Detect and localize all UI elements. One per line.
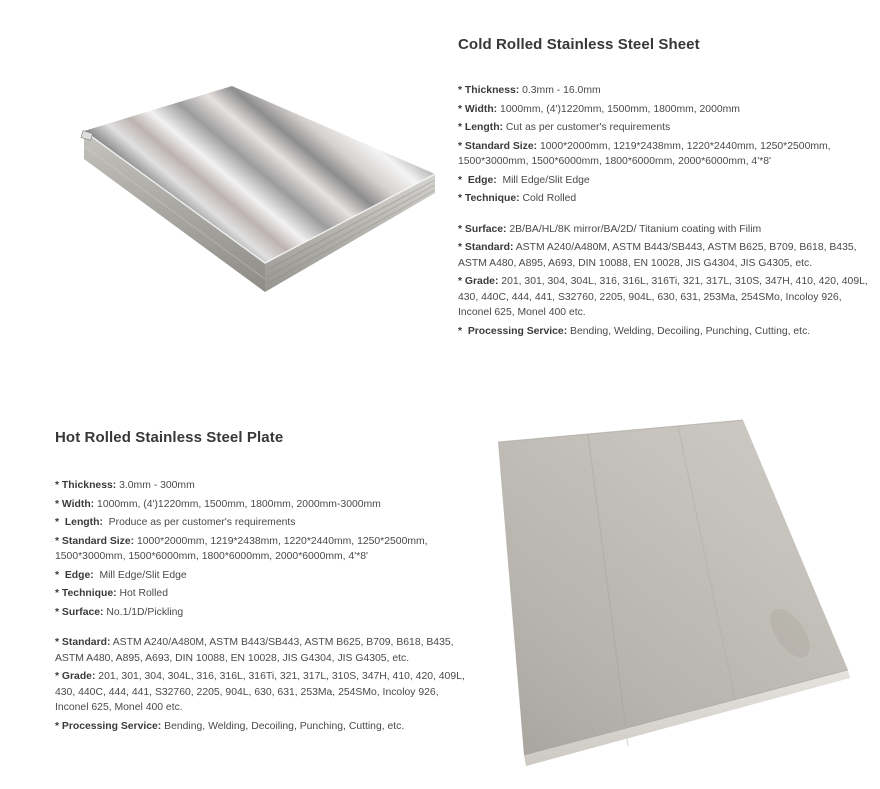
spec-label: * Surface: (458, 223, 507, 235)
spec-label: * Length: (458, 122, 504, 133)
spec-value: Hot Rolled (116, 588, 168, 599)
spec-value: 1000*2000mm, 1219*2438mm, 1220*2440mm, 1250*2500mm, 1500*3000mm, 1500*6000mm, 1800*6000mm, 2000*6000mm, 4'*8' (55, 535, 431, 562)
spec-label: * Edge: (458, 174, 500, 186)
spec-value: ASTM A240/A480M, ASTM B443/SB443, ASTM B625, B709, B618, B435, ASTM A480, A895, A693, DIN 10088, EN 10028, JIS G4304, JIS G4305, etc. (458, 242, 859, 269)
spec-line (55, 669, 469, 716)
spec-label: * Edge: (55, 569, 97, 581)
spec-label: * Processing Service: (458, 325, 568, 337)
spec-label: * Thickness: (55, 480, 117, 491)
spec-label: * Standard Size: (458, 140, 538, 152)
spec-label: * Thickness: (458, 85, 520, 96)
spec-line (55, 534, 469, 565)
product-title: Cold Rolled Stainless Steel Sheet (458, 36, 700, 53)
spec-line (458, 324, 872, 340)
spec-line (55, 568, 469, 584)
spec-line (55, 478, 469, 494)
spec-line (458, 274, 872, 321)
spec-value: Cut as per customer's requirements (503, 122, 671, 133)
spec-value: Mill Edge/Slit Edge (96, 569, 187, 581)
spec-value: Cold Rolled (519, 193, 577, 204)
spec-line (458, 139, 872, 170)
spec-label: * Processing Service: (55, 720, 162, 732)
spec-line (55, 605, 469, 621)
spec-label: * Length: (55, 517, 106, 528)
spec-label: * Width: (55, 498, 95, 510)
spec-label: * Technique: (55, 588, 117, 599)
spec-value: ASTM A240/A480M, ASTM B443/SB443, ASTM B625, B709, B618, B435, ASTM A480, A895, A693, DIN 10088, EN 10028, JIS G4304, JIS G4305, etc. (55, 637, 456, 664)
spec-line (55, 515, 469, 531)
spec-value: Produce as per customer's requirements (105, 517, 296, 528)
spec-line (458, 191, 872, 207)
spec-value: Bending, Welding, Decoiling, Punching, Cutting, etc. (567, 325, 811, 337)
spec-line (55, 497, 469, 513)
spec-value: 2B/BA/HL/8K mirror/BA/2D/ Titanium coating with Filim (506, 223, 762, 235)
plate-top-face (498, 420, 848, 755)
spec-value: 3.0mm - 300mm (116, 480, 195, 491)
cold-rolled-stainless-steel-sheet-photo (55, 70, 455, 315)
hot-rolled-stainless-steel-plate-photo (460, 408, 880, 778)
spec-value: 201, 301, 304, 304L, 316, 316L, 316Ti, 321, 317L, 310S, 347H, 410, 420, 409L, 430, 440C, 444, 441, S32760, 2205, 904L, 630, 631, 253Ma, 254SMo, Incoloy 926, Inconel 625, Monel 400 etc. (55, 671, 468, 713)
spec-line (458, 173, 872, 189)
spec-line (55, 586, 469, 602)
spec-label: * Standard: (458, 242, 514, 253)
spec-line (458, 83, 872, 99)
spec-group-material (458, 222, 872, 340)
spec-label: * Grade: (458, 276, 499, 287)
spec-line (55, 635, 469, 666)
spec-label: * Technique: (458, 193, 520, 204)
spec-group-material (55, 635, 469, 734)
spec-value: 201, 301, 304, 304L, 316, 316L, 316Ti, 321, 317L, 310S, 347H, 410, 420, 409L, 430, 440C, 444, 441, S32760, 2205, 904L, 630, 631, 253Ma, 254SMo, Incoloy 926, Inconel 625, Monel 400 etc. (458, 276, 871, 318)
spec-label: * Surface: (55, 606, 104, 618)
spec-line (458, 222, 872, 238)
spec-list (55, 478, 469, 737)
spec-value: 1000mm, (4')1220mm, 1500mm, 1800mm, 2000mm-3000mm (94, 498, 381, 510)
spec-line (55, 719, 469, 735)
spec-value: 1000mm, (4')1220mm, 1500mm, 1800mm, 2000mm (497, 103, 740, 115)
spec-value: No.1/1D/Pickling (103, 606, 184, 618)
spec-label: * Width: (458, 103, 498, 115)
spec-line (458, 120, 872, 136)
spec-group-dimensions (55, 478, 469, 620)
spec-value: 0.3mm - 16.0mm (519, 85, 601, 96)
spec-value: Bending, Welding, Decoiling, Punching, Cutting, etc. (161, 720, 405, 732)
spec-label: * Grade: (55, 671, 96, 682)
spec-label: * Standard: (55, 637, 111, 648)
spec-line (458, 240, 872, 271)
spec-group-dimensions (458, 83, 872, 207)
spec-list (458, 83, 872, 342)
spec-value: Mill Edge/Slit Edge (499, 174, 590, 186)
spec-line (458, 102, 872, 118)
spec-value: 1000*2000mm, 1219*2438mm, 1220*2440mm, 1250*2500mm, 1500*3000mm, 1500*6000mm, 1800*6000mm, 2000*6000mm, 4'*8' (458, 140, 834, 167)
product-title: Hot Rolled Stainless Steel Plate (55, 429, 284, 446)
spec-label: * Standard Size: (55, 535, 135, 547)
